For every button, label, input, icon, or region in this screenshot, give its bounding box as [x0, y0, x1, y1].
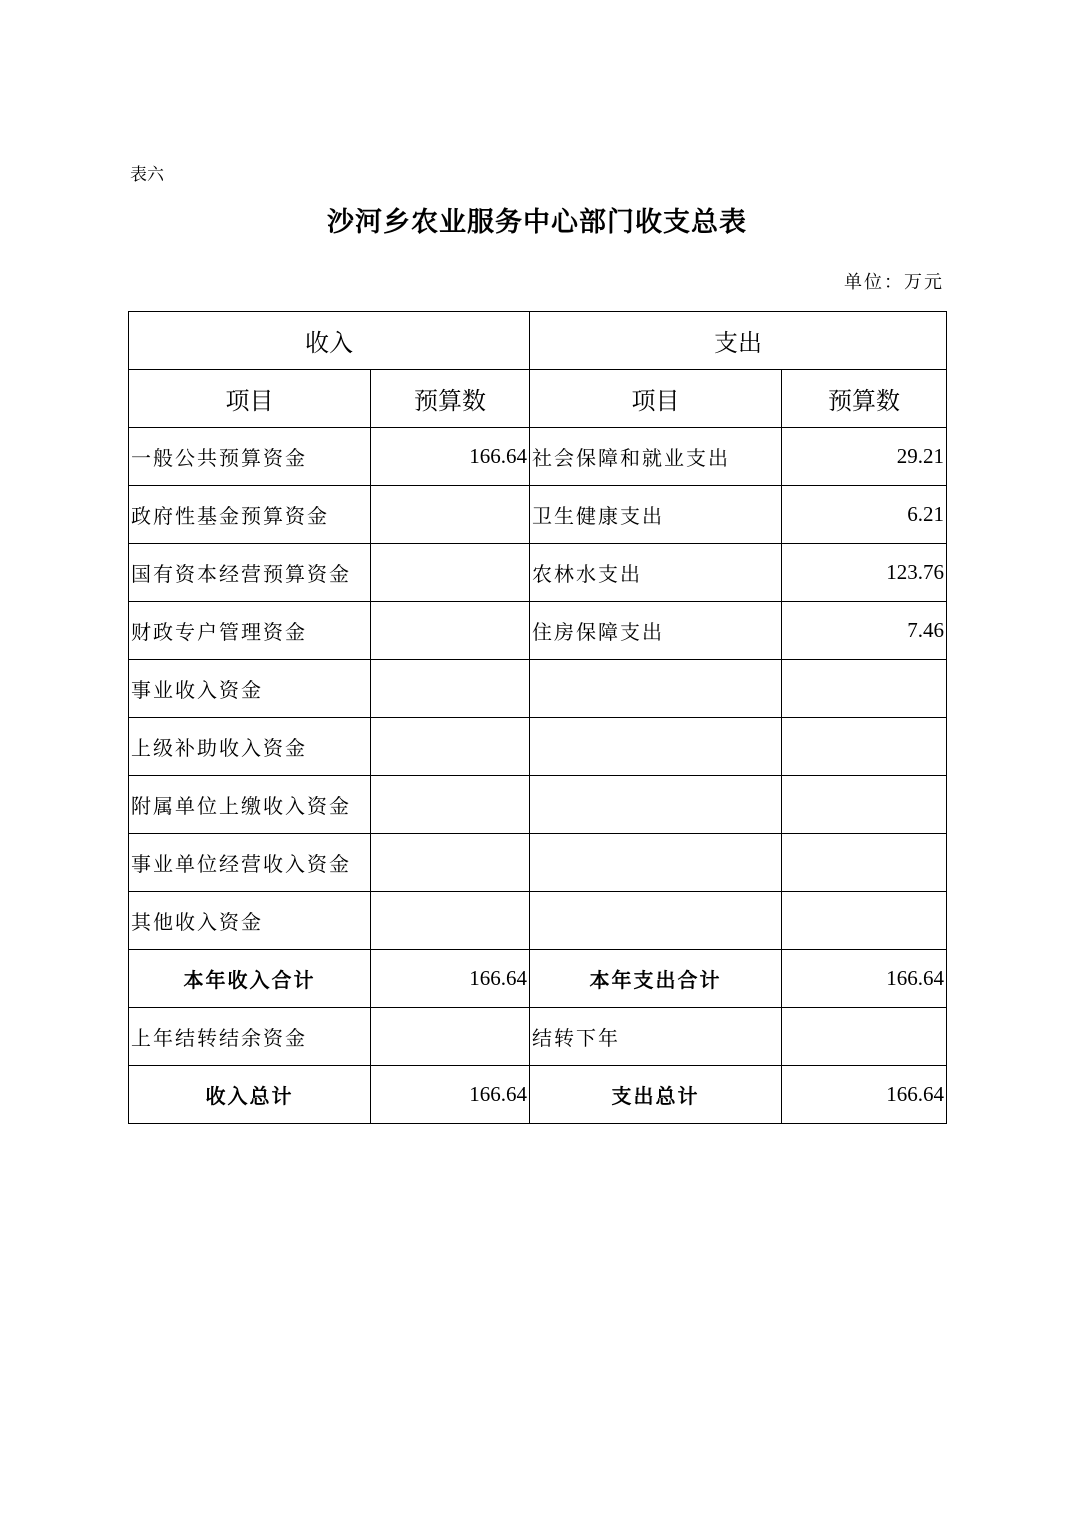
expense-item-header: 项目 — [530, 370, 782, 428]
year-expense-total-label: 本年支出合计 — [530, 950, 782, 1008]
expense-section-header: 支出 — [530, 312, 947, 370]
next-year-carryover-label: 结转下年 — [530, 1008, 782, 1066]
table-row — [129, 660, 947, 718]
expense-item: 农林水支出 — [530, 544, 782, 602]
income-value — [371, 544, 530, 602]
unit-label: 单位：万元 — [844, 272, 944, 293]
next-year-carryover-value — [782, 1008, 947, 1066]
income-section-header: 收入 — [129, 312, 530, 370]
expense-grand-total-label: 支出总计 — [530, 1066, 782, 1124]
expense-value: 7.46 — [782, 602, 947, 660]
expense-budget-header: 预算数 — [782, 370, 947, 428]
expense-item: 住房保障支出 — [530, 602, 782, 660]
expense-value — [782, 776, 947, 834]
expense-item: 卫生健康支出 — [530, 486, 782, 544]
income-item: 财政专户管理资金 — [129, 602, 371, 660]
table-row — [129, 718, 947, 776]
table-row — [129, 892, 947, 950]
income-budget-header: 预算数 — [371, 370, 530, 428]
income-grand-total-label: 收入总计 — [129, 1066, 371, 1124]
table-row — [129, 428, 947, 486]
income-value — [371, 776, 530, 834]
income-item: 其他收入资金 — [129, 892, 371, 950]
table-row — [129, 544, 947, 602]
income-expense-table — [128, 311, 947, 1124]
income-grand-total-value: 166.64 — [371, 1066, 530, 1124]
expense-item — [530, 892, 782, 950]
income-item: 国有资本经营预算资金 — [129, 544, 371, 602]
income-value — [371, 660, 530, 718]
grand-total-row — [129, 1066, 947, 1124]
expense-item — [530, 660, 782, 718]
income-item: 上级补助收入资金 — [129, 718, 371, 776]
year-expense-total-value: 166.64 — [782, 950, 947, 1008]
expense-value — [782, 660, 947, 718]
year-total-row — [129, 950, 947, 1008]
income-value: 166.64 — [371, 428, 530, 486]
income-item: 事业单位经营收入资金 — [129, 834, 371, 892]
table-row — [129, 776, 947, 834]
expense-item — [530, 776, 782, 834]
section-header-row — [129, 312, 947, 370]
expense-item: 社会保障和就业支出 — [530, 428, 782, 486]
income-item: 一般公共预算资金 — [129, 428, 371, 486]
income-item: 政府性基金预算资金 — [129, 486, 371, 544]
prior-carryover-label: 上年结转结余资金 — [129, 1008, 371, 1066]
expense-value — [782, 834, 947, 892]
expense-value — [782, 892, 947, 950]
expense-item — [530, 834, 782, 892]
expense-value: 29.21 — [782, 428, 947, 486]
expense-value: 6.21 — [782, 486, 947, 544]
table-number-label: 表六 — [130, 165, 164, 185]
table-row — [129, 602, 947, 660]
income-value — [371, 892, 530, 950]
expense-grand-total-value: 166.64 — [782, 1066, 947, 1124]
page-title: 沙河乡农业服务中心部门收支总表 — [327, 207, 747, 238]
expense-value — [782, 718, 947, 776]
income-value — [371, 718, 530, 776]
income-value — [371, 834, 530, 892]
income-value — [371, 486, 530, 544]
prior-carryover-value — [371, 1008, 530, 1066]
income-item: 事业收入资金 — [129, 660, 371, 718]
column-header-row — [129, 370, 947, 428]
carryover-row — [129, 1008, 947, 1066]
expense-value: 123.76 — [782, 544, 947, 602]
income-item-header: 项目 — [129, 370, 371, 428]
income-item: 附属单位上缴收入资金 — [129, 776, 371, 834]
year-income-total-label: 本年收入合计 — [129, 950, 371, 1008]
year-income-total-value: 166.64 — [371, 950, 530, 1008]
income-value — [371, 602, 530, 660]
table-row — [129, 486, 947, 544]
expense-item — [530, 718, 782, 776]
table-row — [129, 834, 947, 892]
